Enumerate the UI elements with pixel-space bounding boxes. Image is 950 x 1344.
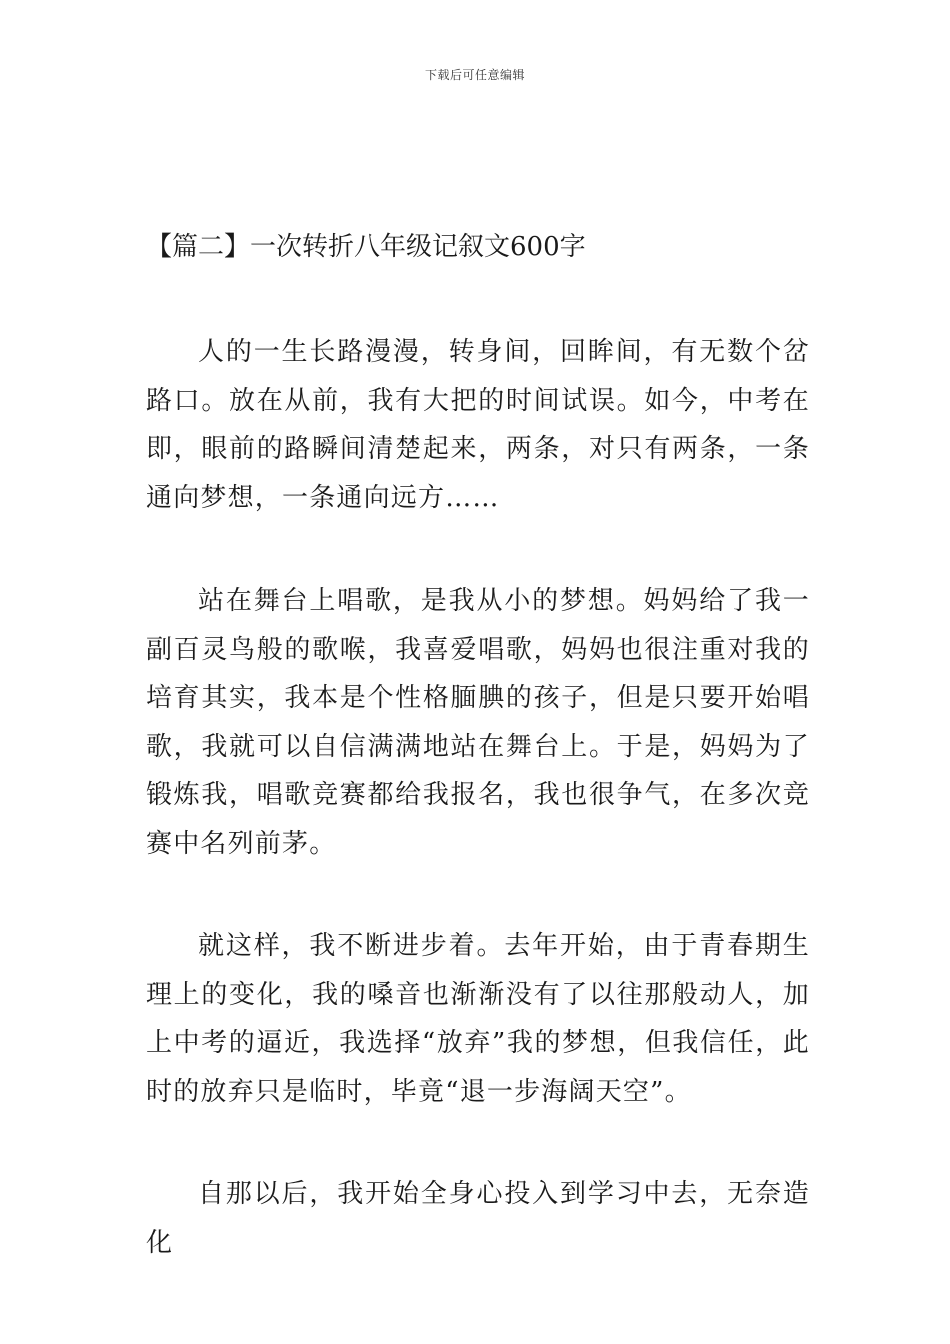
header-note: 下载后可任意编辑 [424,68,525,82]
paragraph-1: 人的一生长路漫漫，转身间，回眸间，有无数个岔路口。放在从前，我有大把的时间试误。如今，中考在即，眼前的路瞬间清楚起来，两条，对只有两条，一条通向梦想，一条通向远方…… [146,337,810,513]
paragraph-3: 就这样，我不断进步着。去年开始，由于青春期生理上的变化，我的嗓音也渐渐没有了以往那般动人，加上中考的逼近，我选择“放弃”我的梦想，但我信任，此时的放弃只是临时，毕竟“退一步海阔天空”。 [146,931,810,1107]
paragraph-4: 自那以后，我开始全身心投入到学习中去，无奈造化 [146,1179,810,1258]
document-title: 【篇二】一次转折八年级记叙文600字 [146,232,586,262]
paragraph-2: 站在舞台上唱歌，是我从小的梦想。妈妈给了我一副百灵鸟般的歌喉，我喜爱唱歌，妈妈也很注重对我的培育其实，我本是个性格腼腆的孩子，但是只要开始唱歌，我就可以自信满满地站在舞台上。于是，妈妈为了锻炼我，唱歌竞赛都给我报名，我也很争气，在多次竞赛中名列前茅。 [146,586,810,859]
